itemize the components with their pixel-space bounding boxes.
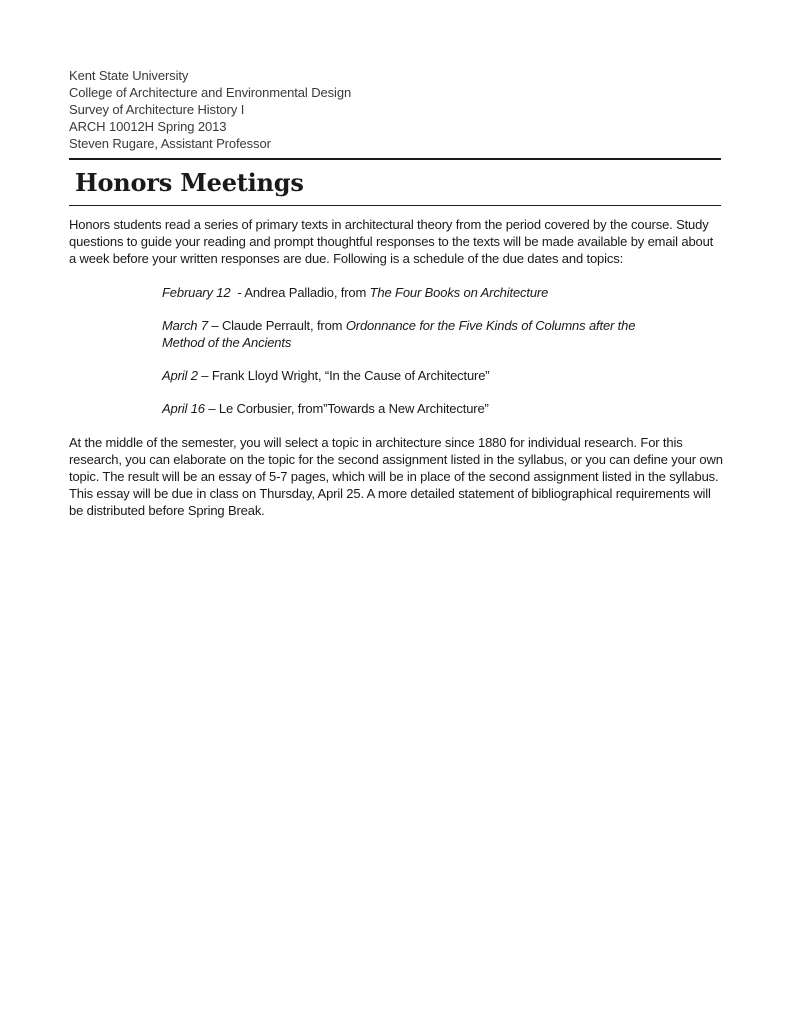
schedule-entry	[162, 317, 642, 351]
header-term: ARCH 10012H Spring 2013	[69, 119, 227, 134]
header-instructor: Steven Rugare, Assistant Professor	[69, 136, 271, 151]
header-university: Kent State University	[69, 68, 189, 83]
entry-work-title: The Four Books on Architecture	[369, 285, 549, 300]
entry-text: Le Corbusier, from”Towards a New Architecture”	[218, 401, 489, 416]
schedule-entry	[162, 284, 642, 301]
entry-separator: –	[204, 401, 219, 416]
intro-paragraph: Honors students read a series of primary texts in architectural theory from the period covered by the course. Study questions to guide your reading and prompt thoughtful responses to the texts will be made available by email about a week before your written responses are due. Following is a schedule of the due dates and topics:	[69, 217, 714, 266]
closing-paragraph: At the middle of the semester, you will select a topic in architecture since 1880 for individual research. For this research, you can elaborate on the topic for the second assignment listed in the syllabus, or you can define your own topic. The result will be an essay of 5-7 pages, which will be in place of the second assignment listed in the syllabus. This essay will be due in class on Thursday, April 25. A more detailed statement of bibliographical requirements will be distributed before Spring Break.	[69, 435, 723, 518]
entry-date: April 2	[162, 368, 198, 383]
page-title: Honors Meetings	[75, 168, 304, 197]
schedule-entry	[162, 367, 642, 384]
top-divider	[69, 158, 721, 160]
title-divider	[69, 205, 721, 206]
entry-date: February 12	[162, 285, 231, 300]
entry-date: April 16	[162, 401, 205, 416]
entry-separator: –	[207, 318, 222, 333]
entry-text: Andrea Palladio, from	[244, 285, 370, 300]
entry-text: Frank Lloyd Wright, “In the Cause of Architecture”	[211, 368, 490, 383]
entry-text: Claude Perrault, from	[221, 318, 346, 333]
entry-date: March 7	[162, 318, 208, 333]
reading-schedule	[162, 284, 642, 433]
header-college: College of Architecture and Environmental Design	[69, 85, 352, 100]
entry-separator: -	[230, 285, 245, 300]
entry-separator: –	[197, 368, 212, 383]
course-header	[69, 67, 351, 152]
entry-work-title: Ordonnance for the Five Kinds of Columns after the Method of the Ancients	[162, 318, 636, 350]
schedule-entry	[162, 400, 642, 417]
header-course: Survey of Architecture History I	[69, 102, 245, 117]
